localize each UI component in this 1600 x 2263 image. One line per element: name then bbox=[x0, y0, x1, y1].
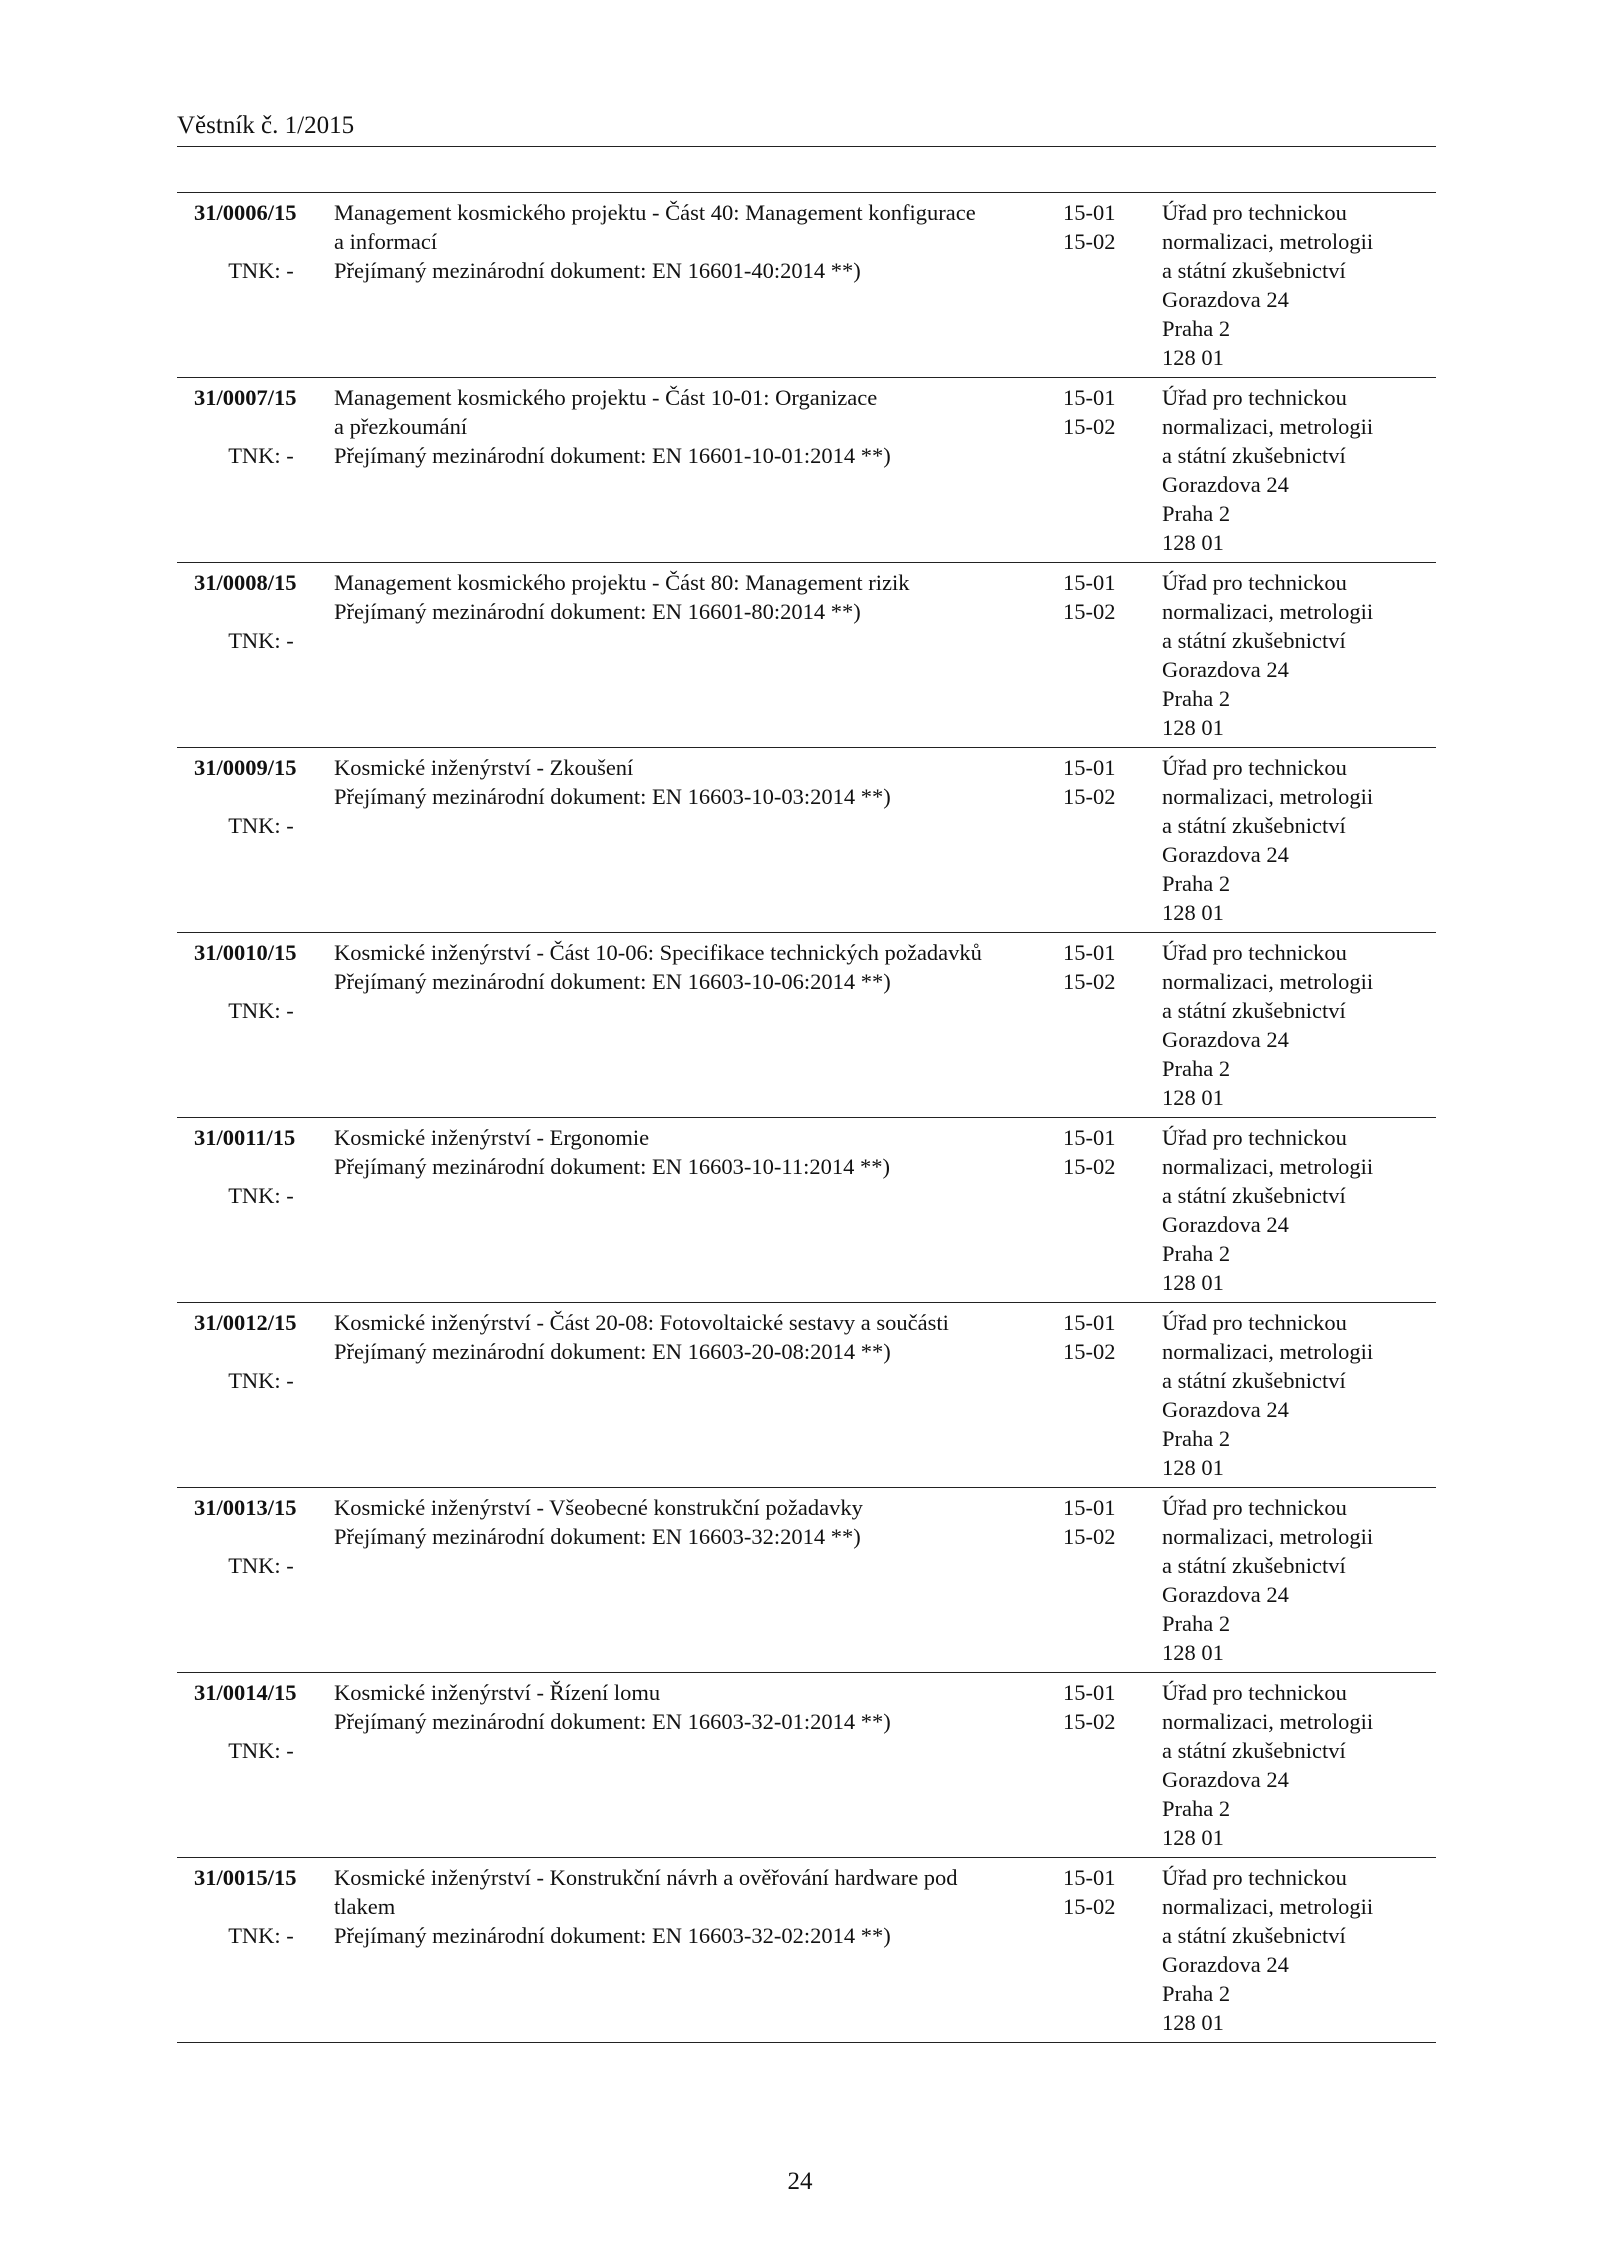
entry-office-line: Praha 2 bbox=[1162, 316, 1231, 341]
entry-code: 15-01 bbox=[1063, 1680, 1116, 1705]
entry-office-line: Praha 2 bbox=[1162, 501, 1231, 526]
entry-number: 31/0011/15 bbox=[194, 1125, 296, 1150]
entry-number: 31/0010/15 bbox=[194, 940, 297, 965]
entry-title-line: Kosmické inženýrství - Zkoušení bbox=[334, 755, 634, 780]
table-row bbox=[177, 563, 1436, 748]
entry-office-line: Gorazdova 24 bbox=[1162, 1582, 1289, 1607]
entry-office-line: Úřad pro technickou bbox=[1162, 1865, 1347, 1890]
entry-code: 15-01 bbox=[1063, 200, 1116, 225]
entry-office-line: 128 01 bbox=[1162, 715, 1224, 740]
entry-office-line: a státní zkušebnictví bbox=[1162, 1923, 1346, 1948]
entry-code: 15-01 bbox=[1063, 385, 1116, 410]
entry-document: Přejímaný mezinárodní dokument: EN 16603-10-11:2014 **) bbox=[334, 1154, 890, 1179]
table-row bbox=[177, 378, 1436, 563]
entry-office-line: Úřad pro technickou bbox=[1162, 755, 1347, 780]
entry-codes-cell bbox=[1063, 1863, 1143, 1921]
entry-number: 31/0008/15 bbox=[194, 570, 297, 595]
table-row bbox=[177, 1488, 1436, 1673]
entry-tnk: TNK: - bbox=[228, 1923, 294, 1948]
entry-office-line: 128 01 bbox=[1162, 1640, 1224, 1665]
header-rule bbox=[177, 146, 1436, 147]
entry-office-cell bbox=[1162, 1123, 1432, 1297]
entry-office-line: Gorazdova 24 bbox=[1162, 1397, 1289, 1422]
entry-office-line: normalizaci, metrologii bbox=[1162, 1894, 1374, 1919]
entry-codes-cell bbox=[1063, 1123, 1143, 1181]
entry-office-line: a státní zkušebnictví bbox=[1162, 258, 1346, 283]
entry-codes-cell bbox=[1063, 1678, 1143, 1736]
entry-office-line: 128 01 bbox=[1162, 530, 1224, 555]
entry-office-cell bbox=[1162, 1863, 1432, 2037]
entry-office-line: Praha 2 bbox=[1162, 1241, 1231, 1266]
entry-office-line: 128 01 bbox=[1162, 1455, 1224, 1480]
entry-title-line: Kosmické inženýrství - Řízení lomu bbox=[334, 1680, 661, 1705]
entry-title-line: Management kosmického projektu - Část 10-01: Organizace bbox=[334, 385, 878, 410]
entry-code: 15-01 bbox=[1063, 1495, 1116, 1520]
entry-number-cell bbox=[194, 1493, 324, 1580]
entry-office-line: 128 01 bbox=[1162, 2010, 1224, 2035]
entry-office-line: normalizaci, metrologii bbox=[1162, 599, 1374, 624]
entry-office-line: Úřad pro technickou bbox=[1162, 385, 1347, 410]
entry-tnk: TNK: - bbox=[228, 998, 294, 1023]
entry-code: 15-02 bbox=[1063, 414, 1116, 439]
entry-number-cell bbox=[194, 753, 324, 840]
entry-office-line: Úřad pro technickou bbox=[1162, 1125, 1347, 1150]
entry-code: 15-02 bbox=[1063, 229, 1116, 254]
entry-document: Přejímaný mezinárodní dokument: EN 16601-10-01:2014 **) bbox=[334, 443, 891, 468]
entry-title-line: Kosmické inženýrství - Konstrukční návrh a ověřování hardware pod bbox=[334, 1865, 958, 1890]
entry-code: 15-01 bbox=[1063, 570, 1116, 595]
entry-number: 31/0014/15 bbox=[194, 1680, 297, 1705]
table-row bbox=[177, 1673, 1436, 1858]
entry-title-line: a informací bbox=[334, 229, 438, 254]
entry-office-line: normalizaci, metrologii bbox=[1162, 969, 1374, 994]
entry-number-cell bbox=[194, 1863, 324, 1950]
entry-office-line: normalizaci, metrologii bbox=[1162, 1154, 1374, 1179]
entry-office-line: normalizaci, metrologii bbox=[1162, 1709, 1374, 1734]
entry-number: 31/0006/15 bbox=[194, 200, 297, 225]
entry-tnk: TNK: - bbox=[228, 1368, 294, 1393]
entry-document: Přejímaný mezinárodní dokument: EN 16603-32-02:2014 **) bbox=[334, 1923, 891, 1948]
entry-number-cell bbox=[194, 568, 324, 655]
entry-office-line: a státní zkušebnictví bbox=[1162, 813, 1346, 838]
entry-office-line: normalizaci, metrologii bbox=[1162, 414, 1374, 439]
entry-office-line: a státní zkušebnictví bbox=[1162, 1553, 1346, 1578]
entry-office-line: Úřad pro technickou bbox=[1162, 940, 1347, 965]
entry-number-cell bbox=[194, 198, 324, 285]
entry-document: Přejímaný mezinárodní dokument: EN 16603-10-03:2014 **) bbox=[334, 784, 891, 809]
entry-document: Přejímaný mezinárodní dokument: EN 16603-32-01:2014 **) bbox=[334, 1709, 891, 1734]
entry-office-line: 128 01 bbox=[1162, 345, 1224, 370]
standards-table bbox=[177, 192, 1436, 2043]
entry-number-cell bbox=[194, 938, 324, 1025]
entry-tnk: TNK: - bbox=[228, 1553, 294, 1578]
entry-office-cell bbox=[1162, 938, 1432, 1112]
entry-number-cell bbox=[194, 1123, 324, 1210]
entry-office-line: Úřad pro technickou bbox=[1162, 200, 1347, 225]
entry-office-line: 128 01 bbox=[1162, 1085, 1224, 1110]
entry-office-cell bbox=[1162, 568, 1432, 742]
entry-office-line: Praha 2 bbox=[1162, 871, 1231, 896]
entry-code: 15-01 bbox=[1063, 1865, 1116, 1890]
entry-number-cell bbox=[194, 1308, 324, 1395]
entry-office-line: Úřad pro technickou bbox=[1162, 1495, 1347, 1520]
entry-office-line: Gorazdova 24 bbox=[1162, 657, 1289, 682]
entry-document: Přejímaný mezinárodní dokument: EN 16603-20-08:2014 **) bbox=[334, 1339, 891, 1364]
entry-title-line: Kosmické inženýrství - Ergonomie bbox=[334, 1125, 650, 1150]
entry-title-line: Kosmické inženýrství - Část 20-08: Fotovoltaické sestavy a součásti bbox=[334, 1310, 949, 1335]
entry-office-line: Gorazdova 24 bbox=[1162, 1952, 1289, 1977]
entry-office-cell bbox=[1162, 1308, 1432, 1482]
entry-office-line: 128 01 bbox=[1162, 900, 1224, 925]
table-row bbox=[177, 193, 1436, 378]
entry-office-line: Gorazdova 24 bbox=[1162, 1767, 1289, 1792]
entry-codes-cell bbox=[1063, 1493, 1143, 1551]
entry-office-line: 128 01 bbox=[1162, 1825, 1224, 1850]
entry-office-line: Praha 2 bbox=[1162, 1056, 1231, 1081]
entry-code: 15-02 bbox=[1063, 1524, 1116, 1549]
entry-title-line: Kosmické inženýrství - Část 10-06: Specifikace technických požadavků bbox=[334, 940, 982, 965]
entry-office-line: a státní zkušebnictví bbox=[1162, 443, 1346, 468]
entry-title-line: Kosmické inženýrství - Všeobecné konstrukční požadavky bbox=[334, 1495, 863, 1520]
entry-tnk: TNK: - bbox=[228, 258, 294, 283]
entry-document: Přejímaný mezinárodní dokument: EN 16603-10-06:2014 **) bbox=[334, 969, 891, 994]
entry-document: Přejímaný mezinárodní dokument: EN 16601-80:2014 **) bbox=[334, 599, 861, 624]
entry-number: 31/0009/15 bbox=[194, 755, 297, 780]
entry-office-cell bbox=[1162, 383, 1432, 557]
entry-office-line: normalizaci, metrologii bbox=[1162, 1339, 1374, 1364]
entry-document: Přejímaný mezinárodní dokument: EN 16601-40:2014 **) bbox=[334, 258, 861, 283]
entry-code: 15-02 bbox=[1063, 1154, 1116, 1179]
entry-code: 15-01 bbox=[1063, 940, 1116, 965]
entry-office-line: a státní zkušebnictví bbox=[1162, 1738, 1346, 1763]
entry-tnk: TNK: - bbox=[228, 813, 294, 838]
entry-office-line: Praha 2 bbox=[1162, 1981, 1231, 2006]
entry-number: 31/0015/15 bbox=[194, 1865, 297, 1890]
entry-number-cell bbox=[194, 1678, 324, 1765]
entry-office-line: Gorazdova 24 bbox=[1162, 1027, 1289, 1052]
entry-office-cell bbox=[1162, 198, 1432, 372]
entry-code: 15-01 bbox=[1063, 1125, 1116, 1150]
entry-document: Přejímaný mezinárodní dokument: EN 16603-32:2014 **) bbox=[334, 1524, 861, 1549]
entry-office-line: Gorazdova 24 bbox=[1162, 472, 1289, 497]
entry-office-line: a státní zkušebnictví bbox=[1162, 1183, 1346, 1208]
entry-code: 15-02 bbox=[1063, 599, 1116, 624]
entry-codes-cell bbox=[1063, 1308, 1143, 1366]
page-header-title: Věstník č. 1/2015 bbox=[177, 112, 355, 139]
entry-office-line: Praha 2 bbox=[1162, 686, 1231, 711]
table-row bbox=[177, 748, 1436, 933]
entry-title-line: Management kosmického projektu - Část 40: Management konfigurace bbox=[334, 200, 976, 225]
entry-office-cell bbox=[1162, 1678, 1432, 1852]
table-row bbox=[177, 933, 1436, 1118]
entry-office-line: Praha 2 bbox=[1162, 1426, 1231, 1451]
entry-office-line: a státní zkušebnictví bbox=[1162, 1368, 1346, 1393]
entry-codes-cell bbox=[1063, 938, 1143, 996]
entry-office-line: Praha 2 bbox=[1162, 1611, 1231, 1636]
entry-office-line: Gorazdova 24 bbox=[1162, 1212, 1289, 1237]
entry-title-line: a přezkoumání bbox=[334, 414, 468, 439]
entry-code: 15-02 bbox=[1063, 1894, 1116, 1919]
entry-office-line: Úřad pro technickou bbox=[1162, 570, 1347, 595]
entry-tnk: TNK: - bbox=[228, 443, 294, 468]
entry-codes-cell bbox=[1063, 568, 1143, 626]
table-row bbox=[177, 1858, 1436, 2043]
entry-office-cell bbox=[1162, 753, 1432, 927]
entry-title-line: Management kosmického projektu - Část 80: Management rizik bbox=[334, 570, 910, 595]
entry-codes-cell bbox=[1063, 383, 1143, 441]
entry-code: 15-01 bbox=[1063, 755, 1116, 780]
entry-office-line: normalizaci, metrologii bbox=[1162, 229, 1374, 254]
entry-tnk: TNK: - bbox=[228, 1183, 294, 1208]
entry-office-line: normalizaci, metrologii bbox=[1162, 1524, 1374, 1549]
entry-office-line: Úřad pro technickou bbox=[1162, 1680, 1347, 1705]
entry-office-cell bbox=[1162, 1493, 1432, 1667]
entry-tnk: TNK: - bbox=[228, 1738, 294, 1763]
entry-code: 15-02 bbox=[1063, 784, 1116, 809]
entry-code: 15-02 bbox=[1063, 1709, 1116, 1734]
entry-code: 15-02 bbox=[1063, 1339, 1116, 1364]
entry-office-line: Úřad pro technickou bbox=[1162, 1310, 1347, 1335]
entry-office-line: Gorazdova 24 bbox=[1162, 842, 1289, 867]
entry-office-line: a státní zkušebnictví bbox=[1162, 998, 1346, 1023]
table-row bbox=[177, 1118, 1436, 1303]
entry-office-line: normalizaci, metrologii bbox=[1162, 784, 1374, 809]
entry-office-line: a státní zkušebnictví bbox=[1162, 628, 1346, 653]
table-row bbox=[177, 1303, 1436, 1488]
entry-tnk: TNK: - bbox=[228, 628, 294, 653]
entry-number-cell bbox=[194, 383, 324, 470]
entry-office-line: 128 01 bbox=[1162, 1270, 1224, 1295]
entry-number: 31/0012/15 bbox=[194, 1310, 297, 1335]
entry-title-line: tlakem bbox=[334, 1894, 396, 1919]
entry-code: 15-01 bbox=[1063, 1310, 1116, 1335]
entry-number: 31/0007/15 bbox=[194, 385, 297, 410]
entry-codes-cell bbox=[1063, 198, 1143, 256]
entry-office-line: Praha 2 bbox=[1162, 1796, 1231, 1821]
entry-code: 15-02 bbox=[1063, 969, 1116, 994]
entry-office-line: Gorazdova 24 bbox=[1162, 287, 1289, 312]
page-number: 24 bbox=[787, 2168, 813, 2195]
entry-number: 31/0013/15 bbox=[194, 1495, 297, 1520]
entry-codes-cell bbox=[1063, 753, 1143, 811]
